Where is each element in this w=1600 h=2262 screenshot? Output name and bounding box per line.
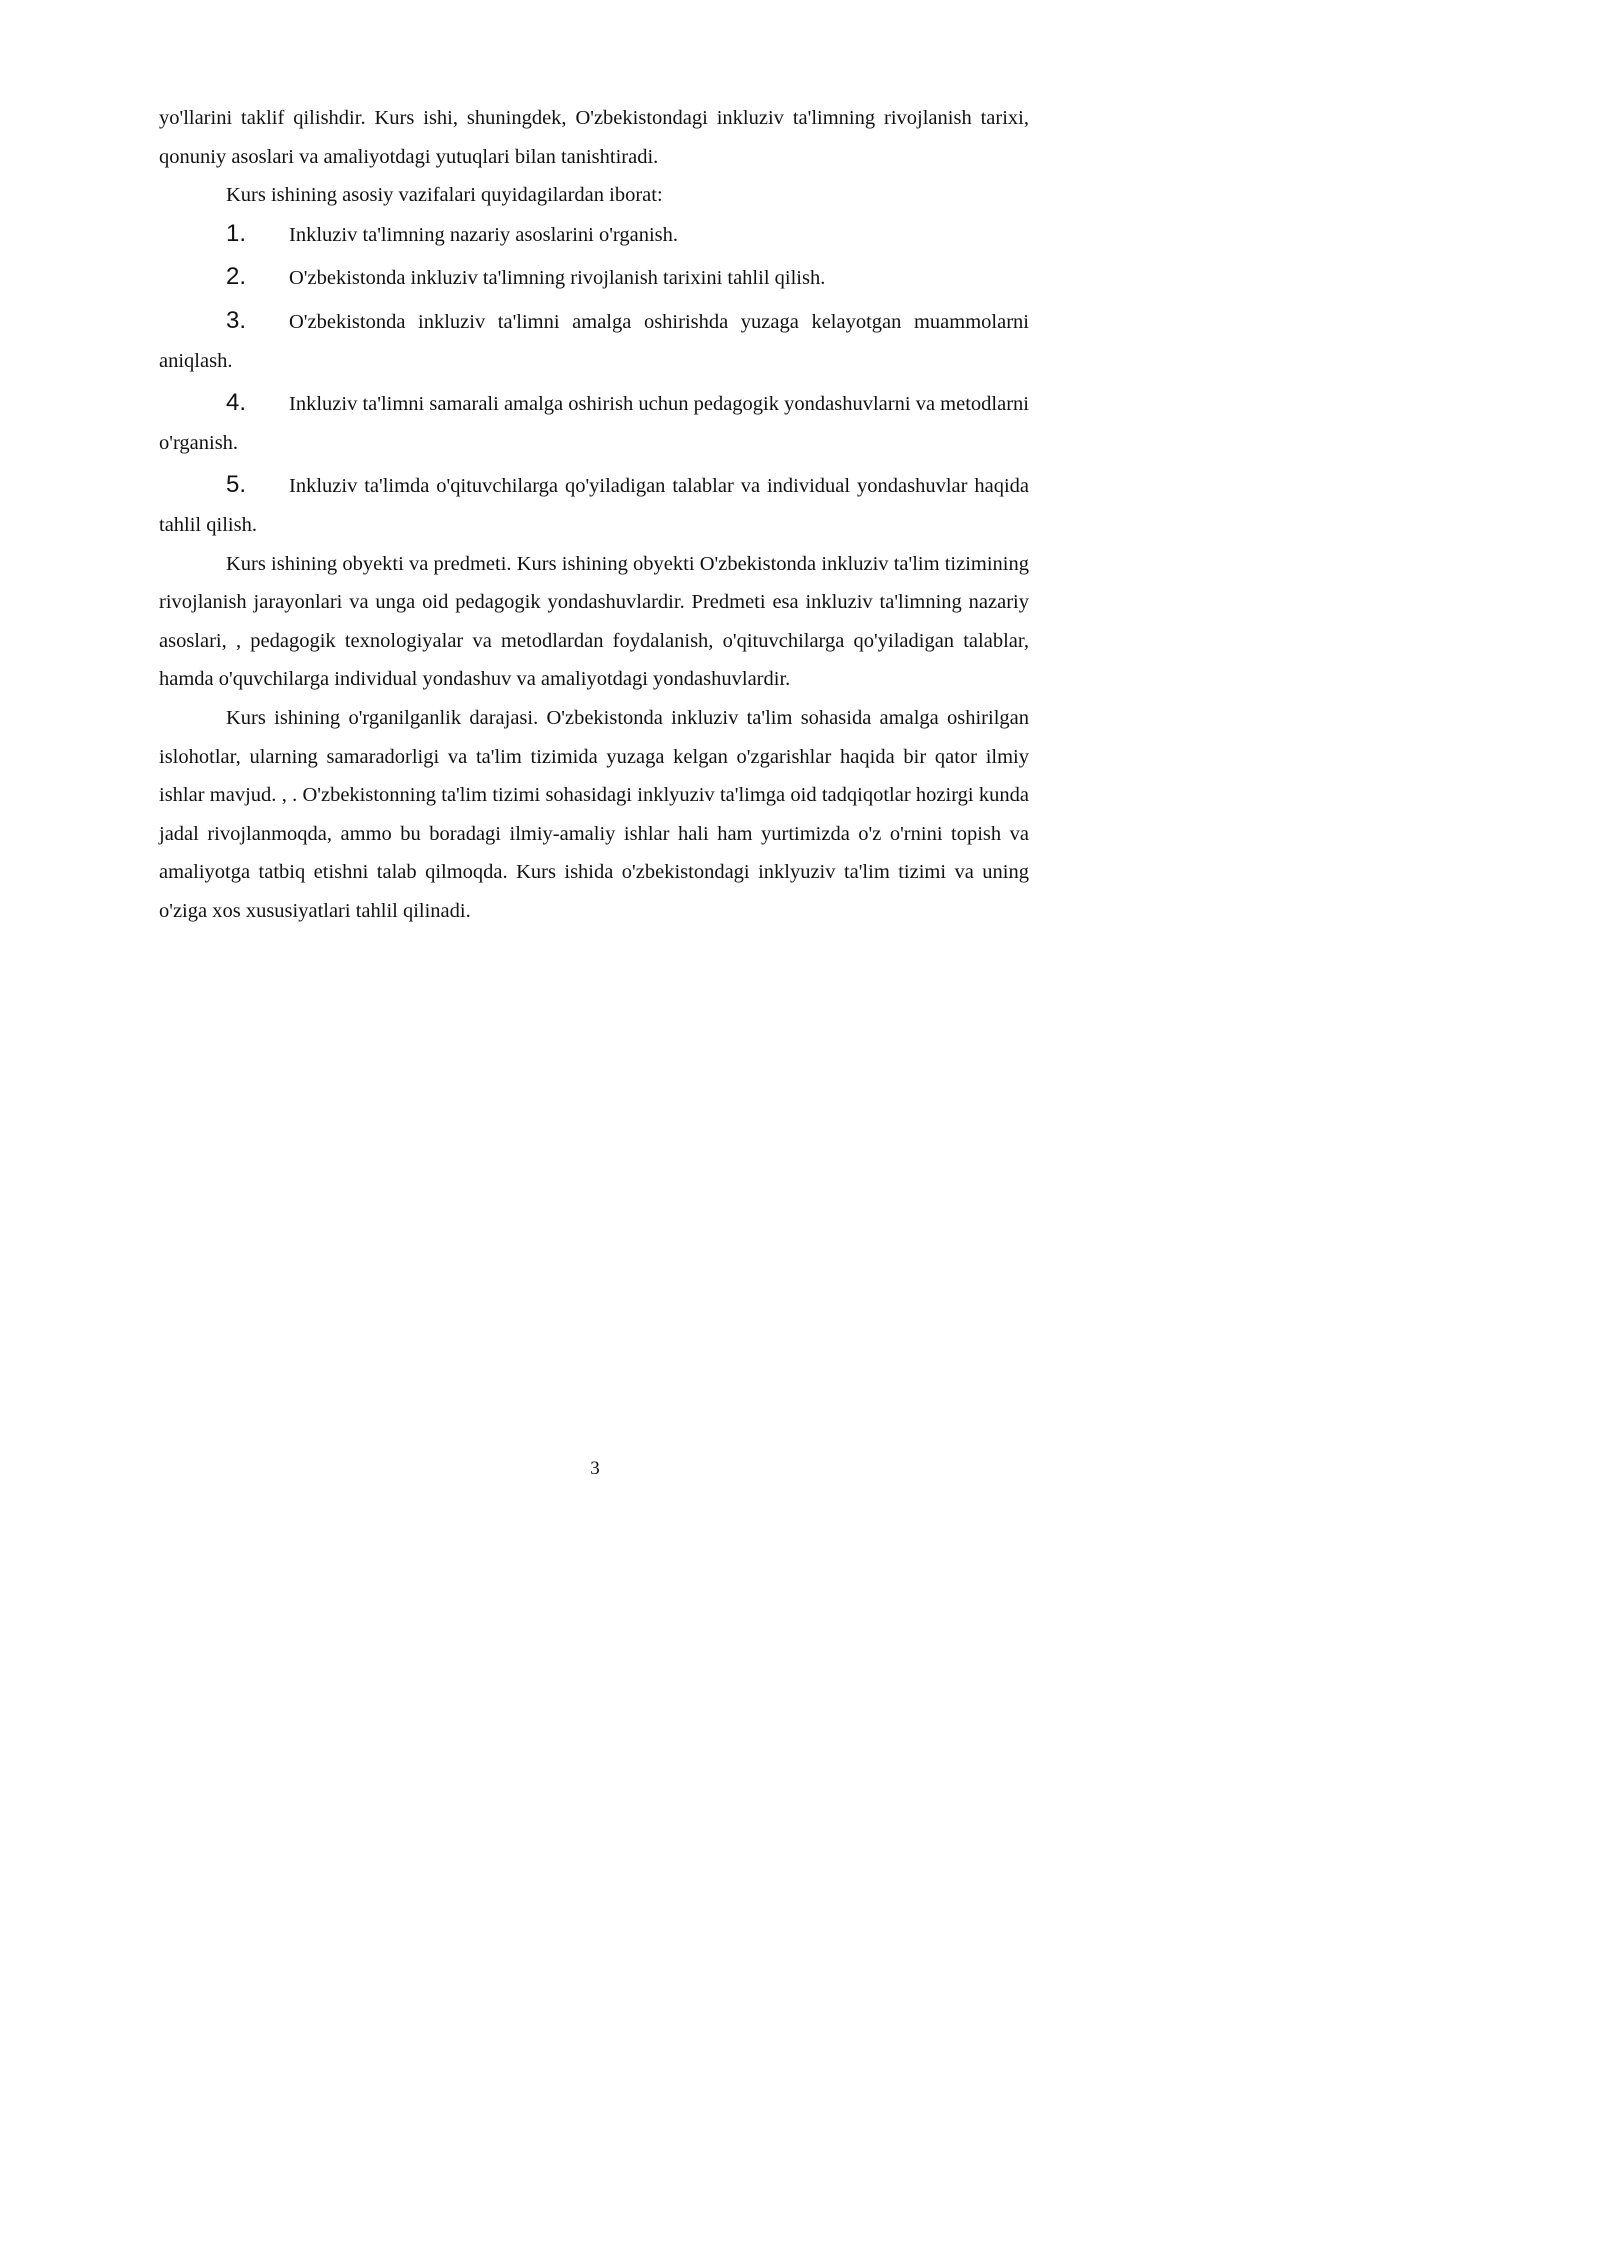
list-item-text: O'zbekistonda inkluziv ta'limni amalga oshirishda yuzaga kelayotgan muammolarni aniqlash. [159, 310, 1029, 372]
list-item [159, 302, 1029, 380]
list-item [159, 466, 1029, 544]
list-item-number: 1. [226, 219, 247, 247]
list-item-number: 4. [226, 389, 247, 417]
list-item-number: 3. [226, 306, 247, 334]
intro-continuation-paragraph: yo'llarini taklif qilishdir. Kurs ishi, shuningdek, O'zbekistondagi inkluziv ta'limning rivojlanish tarixi, qonuniy asoslari va amaliyotdagi yutuqlari bilan tanishtiradi. [159, 107, 1029, 168]
object-subject-paragraph: Kurs ishining obyekti va predmeti. Kurs ishining obyekti O'zbekistonda inkluziv ta'lim tizimining rivojlanish jarayonlari va unga oid pedagogik yondashuvlardir. Predmeti esa inkluziv ta'limning nazariy asoslari, , pedagogik texnologiyalar va metodlardan foydalanish, o'qituvchilarga qo'yiladigan talablar, hamda o'quvchilarga individual yondashuv va amaliyotdagi yondashuvlardir. [159, 552, 1029, 691]
document-page [0, 0, 1110, 1570]
document-body [159, 99, 1029, 930]
tasks-intro-paragraph: Kurs ishining asosiy vazifalari quyidagilardan iborat: [226, 184, 663, 207]
list-item-number: 2. [226, 263, 247, 291]
list-item [159, 384, 1029, 462]
list-item-text: Inkluziv ta'limni samarali amalga oshirish uchun pedagogik yondashuvlarni va metodlarni o'rganish. [159, 393, 1029, 454]
tasks-list [159, 215, 1029, 545]
list-item-number: 5. [226, 471, 247, 499]
list-item-text: O'zbekistonda inkluziv ta'limning rivojlanish tarixini tahlil qilish. [289, 267, 826, 290]
list-item-text: Inkluziv ta'limning nazariy asoslarini o'rganish. [289, 223, 679, 246]
study-degree-paragraph: Kurs ishining o'rganilganlik darajasi. O'zbekistonda inkluziv ta'lim sohasida amalga oshirilgan islohotlar, ularning samaradorligi va ta'lim tizimida yuzaga kelgan o'zgarishlar haqida bir qator ilmiy ishlar mavjud. , . O'zbekistonning ta'lim tizimi sohasidagi inklyuziv ta'limga oid tadqiqotlar hozirgi kunda jadal rivojlanmoqda, ammo bu boradagi ilmiy-amaliy ishlar hali ham yurtimizda o'z o'rnini topish va amaliyotga tatbiq etishni talab qilmoqda. Kurs ishida o'zbekistondagi inklyuziv ta'lim tizimi va uning o'ziga xos xususiyatlari tahlil qilinadi. [159, 706, 1029, 922]
list-item [159, 215, 1029, 255]
list-item [159, 258, 1029, 298]
list-item-text: Inkluziv ta'limda o'qituvchilarga qo'yiladigan talablar va individual yondashuvlar haqida tahlil qilish. [159, 475, 1029, 536]
page-number: 3 [590, 1458, 600, 1479]
